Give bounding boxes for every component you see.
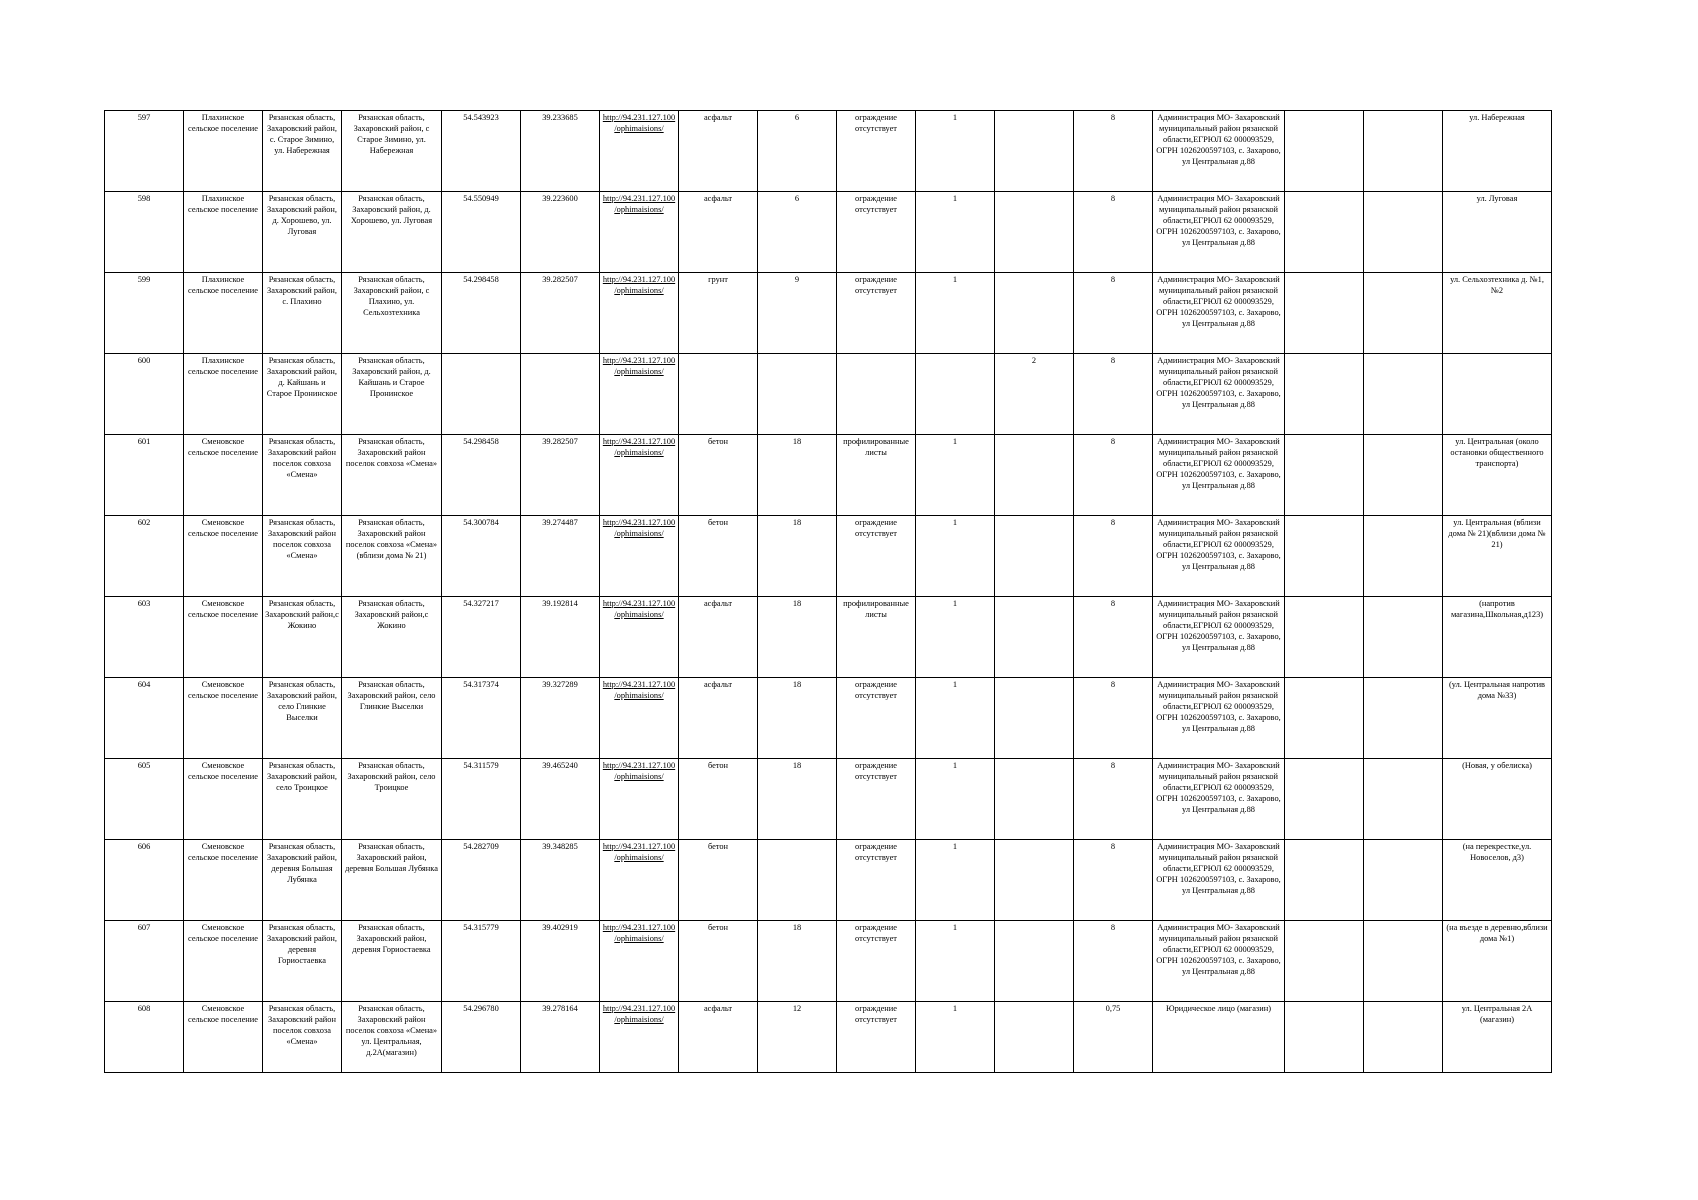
empty-cell-a [1285, 192, 1364, 273]
served-objects-cell: ул. Центральная 2А (магазин) [1443, 1002, 1552, 1073]
address-full-cell: Рязанская область, Захаровский район, деревня Большая Лубянка [342, 840, 442, 921]
container-count-cell: 1 [916, 273, 995, 354]
container-count-cell: 1 [916, 678, 995, 759]
fence-cell: ограждение отсутствует [837, 192, 916, 273]
address-cell: Рязанская область, Захаровский район,с Жокино [263, 597, 342, 678]
area-cell: 18 [758, 516, 837, 597]
area-cell: 12 [758, 1002, 837, 1073]
planned-count-cell [995, 678, 1074, 759]
address-cell: Рязанская область, Захаровский район, д. Кайшань и Старое Пронинское [263, 354, 342, 435]
container-count-cell: 1 [916, 759, 995, 840]
surface-cell: асфальт [679, 111, 758, 192]
address-full-cell: Рязанская область, Захаровский район, с Старое Зимино, ул. Набережная [342, 111, 442, 192]
site-link[interactable]: http://94.231.127.100/ophimaisions/ [600, 192, 679, 273]
empty-cell-b [1364, 759, 1443, 840]
row-number: 607 [105, 921, 184, 1002]
area-cell [758, 354, 837, 435]
empty-cell-b [1364, 921, 1443, 1002]
settlement-cell: Сменовское сельское поселение [184, 435, 263, 516]
area-cell: 9 [758, 273, 837, 354]
empty-cell-a [1285, 516, 1364, 597]
owner-cell: Администрация МО- Захаровский муниципальный район рязанской области,ЕГРЮЛ 62 000093529, ОГРН 1026200597103, с. Захарово, ул Центральная д.88 [1153, 759, 1285, 840]
owner-cell: Администрация МО- Захаровский муниципальный район рязанской области,ЕГРЮЛ 62 000093529, ОГРН 1026200597103, с. Захарово, ул Центральная д.88 [1153, 435, 1285, 516]
owner-cell: Администрация МО- Захаровский муниципальный район рязанской области,ЕГРЮЛ 62 000093529, ОГРН 1026200597103, с. Захарово, ул Центральная д.88 [1153, 921, 1285, 1002]
settlement-cell: Плахинское сельское поселение [184, 111, 263, 192]
empty-cell-b [1364, 678, 1443, 759]
longitude-cell: 39.402919 [521, 921, 600, 1002]
settlement-cell: Сменовское сельское поселение [184, 678, 263, 759]
planned-count-cell [995, 111, 1074, 192]
area-cell: 6 [758, 111, 837, 192]
fence-cell: ограждение отсутствует [837, 678, 916, 759]
surface-cell: бетон [679, 759, 758, 840]
table-row [105, 1002, 1552, 1073]
latitude-cell: 54.327217 [442, 597, 521, 678]
empty-cell-a [1285, 597, 1364, 678]
planned-count-cell [995, 273, 1074, 354]
surface-cell: грунт [679, 273, 758, 354]
volume-cell: 8 [1074, 678, 1153, 759]
row-number: 608 [105, 1002, 184, 1073]
address-cell: Рязанская область, Захаровский район поселок совхоза «Смена» [263, 516, 342, 597]
volume-cell: 8 [1074, 111, 1153, 192]
fence-cell: ограждение отсутствует [837, 111, 916, 192]
site-link[interactable]: http://94.231.127.100/ophimaisions/ [600, 840, 679, 921]
address-full-cell: Рязанская область, Захаровский район, д. Хорошево, ул. Луговая [342, 192, 442, 273]
empty-cell-a [1285, 678, 1364, 759]
area-cell: 6 [758, 192, 837, 273]
settlement-cell: Сменовское сельское поселение [184, 516, 263, 597]
fence-cell: профилированные листы [837, 597, 916, 678]
latitude-cell: 54.296780 [442, 1002, 521, 1073]
fence-cell: ограждение отсутствует [837, 759, 916, 840]
longitude-cell: 39.465240 [521, 759, 600, 840]
surface-cell [679, 354, 758, 435]
empty-cell-b [1364, 597, 1443, 678]
empty-cell-b [1364, 1002, 1443, 1073]
surface-cell: бетон [679, 435, 758, 516]
table-row [105, 273, 1552, 354]
volume-cell: 8 [1074, 516, 1153, 597]
volume-cell: 8 [1074, 921, 1153, 1002]
volume-cell: 8 [1074, 759, 1153, 840]
latitude-cell [442, 354, 521, 435]
area-cell: 18 [758, 678, 837, 759]
longitude-cell: 39.274487 [521, 516, 600, 597]
owner-cell: Администрация МО- Захаровский муниципальный район рязанской области,ЕГРЮЛ 62 000093529, ОГРН 1026200597103, с. Захарово, ул Центральная д.88 [1153, 840, 1285, 921]
settlement-cell: Сменовское сельское поселение [184, 921, 263, 1002]
address-full-cell: Рязанская область, Захаровский район, село Троицкое [342, 759, 442, 840]
empty-cell-b [1364, 840, 1443, 921]
empty-cell-a [1285, 921, 1364, 1002]
owner-cell: Администрация МО- Захаровский муниципальный район рязанской области,ЕГРЮЛ 62 000093529, ОГРН 1026200597103, с. Захарово, ул Центральная д.88 [1153, 597, 1285, 678]
empty-cell-a [1285, 354, 1364, 435]
owner-cell: Администрация МО- Захаровский муниципальный район рязанской области,ЕГРЮЛ 62 000093529, ОГРН 1026200597103, с. Захарово, ул Центральная д.88 [1153, 111, 1285, 192]
area-cell: 18 [758, 597, 837, 678]
settlement-cell: Сменовское сельское поселение [184, 840, 263, 921]
longitude-cell: 39.278164 [521, 1002, 600, 1073]
served-objects-cell: ул. Набережная [1443, 111, 1552, 192]
fence-cell [837, 354, 916, 435]
address-full-cell: Рязанская область, Захаровский район, д. Кайшань и Старое Пронинское [342, 354, 442, 435]
area-cell [758, 840, 837, 921]
empty-cell-b [1364, 273, 1443, 354]
row-number: 600 [105, 354, 184, 435]
address-cell: Рязанская область, Захаровский район, деревня Гориостаевка [263, 921, 342, 1002]
fence-cell: ограждение отсутствует [837, 273, 916, 354]
row-number: 603 [105, 597, 184, 678]
latitude-cell: 54.298458 [442, 273, 521, 354]
row-number: 604 [105, 678, 184, 759]
settlement-cell: Плахинское сельское поселение [184, 273, 263, 354]
volume-cell: 8 [1074, 354, 1153, 435]
address-cell: Рязанская область, Захаровский район, деревня Большая Лубянка [263, 840, 342, 921]
longitude-cell: 39.282507 [521, 273, 600, 354]
table-body [105, 111, 1552, 1073]
planned-count-cell [995, 840, 1074, 921]
address-cell: Рязанская область, Захаровский район, село Глинкие Выселки [263, 678, 342, 759]
table-row [105, 759, 1552, 840]
row-number: 597 [105, 111, 184, 192]
address-cell: Рязанская область, Захаровский район поселок совхоза «Смена» [263, 435, 342, 516]
fence-cell: ограждение отсутствует [837, 921, 916, 1002]
empty-cell-b [1364, 435, 1443, 516]
settlement-cell: Плахинское сельское поселение [184, 192, 263, 273]
surface-cell: асфальт [679, 597, 758, 678]
table-row [105, 435, 1552, 516]
volume-cell: 8 [1074, 435, 1153, 516]
served-objects-cell [1443, 354, 1552, 435]
address-full-cell: Рязанская область, Захаровский район поселок совхоза «Смена» (вблизи дома № 21) [342, 516, 442, 597]
site-link[interactable]: http://94.231.127.100/ophimaisions/ [600, 435, 679, 516]
latitude-cell: 54.300784 [442, 516, 521, 597]
container-count-cell: 1 [916, 921, 995, 1002]
site-link[interactable]: http://94.231.127.100/ophimaisions/ [600, 1002, 679, 1073]
site-link[interactable]: http://94.231.127.100/ophimaisions/ [600, 354, 679, 435]
served-objects-cell: (ул. Центральная напротив дома №33) [1443, 678, 1552, 759]
settlement-cell: Сменовское сельское поселение [184, 597, 263, 678]
served-objects-cell: ул. Сельхозтехника д. №1, №2 [1443, 273, 1552, 354]
owner-cell: Администрация МО- Захаровский муниципальный район рязанской области,ЕГРЮЛ 62 000093529, ОГРН 1026200597103, с. Захарово, ул Центральная д.88 [1153, 192, 1285, 273]
empty-cell-b [1364, 111, 1443, 192]
site-link[interactable]: http://94.231.127.100/ophimaisions/ [600, 678, 679, 759]
row-number: 602 [105, 516, 184, 597]
owner-cell: Администрация МО- Захаровский муниципальный район рязанской области,ЕГРЮЛ 62 000093529, ОГРН 1026200597103, с. Захарово, ул Центральная д.88 [1153, 354, 1285, 435]
container-count-cell: 1 [916, 192, 995, 273]
empty-cell-b [1364, 516, 1443, 597]
site-link[interactable]: http://94.231.127.100/ophimaisions/ [600, 597, 679, 678]
address-cell: Рязанская область, Захаровский район, с. Плахино [263, 273, 342, 354]
longitude-cell: 39.327289 [521, 678, 600, 759]
surface-cell: асфальт [679, 1002, 758, 1073]
address-cell: Рязанская область, Захаровский район поселок совхоза «Смена» [263, 1002, 342, 1073]
address-cell: Рязанская область, Захаровский район, с. Старое Зимино, ул. Набережная [263, 111, 342, 192]
empty-cell-b [1364, 192, 1443, 273]
fence-cell: профилированные листы [837, 435, 916, 516]
container-count-cell: 1 [916, 516, 995, 597]
empty-cell-a [1285, 759, 1364, 840]
longitude-cell [521, 354, 600, 435]
address-full-cell: Рязанская область, Захаровский район поселок совхоза «Смена» [342, 435, 442, 516]
surface-cell: бетон [679, 516, 758, 597]
served-objects-cell: ул. Центральная (вблизи дома № 21)(вблизи дома № 21) [1443, 516, 1552, 597]
row-number: 598 [105, 192, 184, 273]
empty-cell-a [1285, 435, 1364, 516]
site-link[interactable]: http://94.231.127.100/ophimaisions/ [600, 273, 679, 354]
address-full-cell: Рязанская область, Захаровский район, село Глинкие Выселки [342, 678, 442, 759]
latitude-cell: 54.282709 [442, 840, 521, 921]
longitude-cell: 39.192814 [521, 597, 600, 678]
served-objects-cell: (на въезде в деревню,вблизи дома №1) [1443, 921, 1552, 1002]
settlement-cell: Сменовское сельское поселение [184, 1002, 263, 1073]
site-link[interactable]: http://94.231.127.100/ophimaisions/ [600, 759, 679, 840]
owner-cell: Администрация МО- Захаровский муниципальный район рязанской области,ЕГРЮЛ 62 000093529, ОГРН 1026200597103, с. Захарово, ул Центральная д.88 [1153, 678, 1285, 759]
planned-count-cell [995, 921, 1074, 1002]
planned-count-cell [995, 435, 1074, 516]
empty-cell-a [1285, 111, 1364, 192]
latitude-cell: 54.298458 [442, 435, 521, 516]
volume-cell: 0,75 [1074, 1002, 1153, 1073]
table-row [105, 921, 1552, 1002]
fence-cell: ограждение отсутствует [837, 840, 916, 921]
container-count-cell: 1 [916, 597, 995, 678]
container-count-cell: 1 [916, 840, 995, 921]
waste-sites-table [104, 110, 1552, 1073]
table-row [105, 111, 1552, 192]
surface-cell: асфальт [679, 678, 758, 759]
site-link[interactable]: http://94.231.127.100/ophimaisions/ [600, 516, 679, 597]
row-number: 601 [105, 435, 184, 516]
volume-cell: 8 [1074, 597, 1153, 678]
planned-count-cell [995, 759, 1074, 840]
longitude-cell: 39.223600 [521, 192, 600, 273]
served-objects-cell: (на перекрестке,ул. Новоселов, д3) [1443, 840, 1552, 921]
served-objects-cell: ул. Луговая [1443, 192, 1552, 273]
address-cell: Рязанская область, Захаровский район, д. Хорошево, ул. Луговая [263, 192, 342, 273]
container-count-cell [916, 354, 995, 435]
latitude-cell: 54.543923 [442, 111, 521, 192]
served-objects-cell: (напротив магазина,Школьная,д123) [1443, 597, 1552, 678]
owner-cell: Администрация МО- Захаровский муниципальный район рязанской области,ЕГРЮЛ 62 000093529, ОГРН 1026200597103, с. Захарово, ул Центральная д.88 [1153, 516, 1285, 597]
planned-count-cell [995, 1002, 1074, 1073]
row-number: 605 [105, 759, 184, 840]
latitude-cell: 54.317374 [442, 678, 521, 759]
table-row [105, 678, 1552, 759]
container-count-cell: 1 [916, 111, 995, 192]
container-count-cell: 1 [916, 435, 995, 516]
address-full-cell: Рязанская область, Захаровский район, деревня Гориостаевка [342, 921, 442, 1002]
planned-count-cell [995, 597, 1074, 678]
empty-cell-a [1285, 840, 1364, 921]
row-number: 599 [105, 273, 184, 354]
address-full-cell: Рязанская область, Захаровский район,с Жокино [342, 597, 442, 678]
owner-cell: Юридическое лицо (магазин) [1153, 1002, 1285, 1073]
table-row [105, 840, 1552, 921]
table-row [105, 192, 1552, 273]
table-row [105, 516, 1552, 597]
volume-cell: 8 [1074, 192, 1153, 273]
surface-cell: бетон [679, 840, 758, 921]
surface-cell: бетон [679, 921, 758, 1002]
area-cell: 18 [758, 921, 837, 1002]
volume-cell: 8 [1074, 273, 1153, 354]
site-link[interactable]: http://94.231.127.100/ophimaisions/ [600, 111, 679, 192]
row-number: 606 [105, 840, 184, 921]
served-objects-cell: ул. Центральная (около остановки общественного транспорта) [1443, 435, 1552, 516]
longitude-cell: 39.348285 [521, 840, 600, 921]
address-full-cell: Рязанская область, Захаровский район, с Плахино, ул. Сельхозтехника [342, 273, 442, 354]
latitude-cell: 54.550949 [442, 192, 521, 273]
planned-count-cell [995, 516, 1074, 597]
empty-cell-b [1364, 354, 1443, 435]
planned-count-cell: 2 [995, 354, 1074, 435]
latitude-cell: 54.311579 [442, 759, 521, 840]
surface-cell: асфальт [679, 192, 758, 273]
table-row [105, 597, 1552, 678]
fence-cell: ограждение отсутствует [837, 1002, 916, 1073]
fence-cell: ограждение отсутствует [837, 516, 916, 597]
area-cell: 18 [758, 435, 837, 516]
address-cell: Рязанская область, Захаровский район, село Троицкое [263, 759, 342, 840]
empty-cell-a [1285, 273, 1364, 354]
table-row [105, 354, 1552, 435]
owner-cell: Администрация МО- Захаровский муниципальный район рязанской области,ЕГРЮЛ 62 000093529, ОГРН 1026200597103, с. Захарово, ул Центральная д.88 [1153, 273, 1285, 354]
address-full-cell: Рязанская область, Захаровский район поселок совхоза «Смена» ул. Центральная, д.2А(магазин) [342, 1002, 442, 1073]
settlement-cell: Сменовское сельское поселение [184, 759, 263, 840]
site-link[interactable]: http://94.231.127.100/ophimaisions/ [600, 921, 679, 1002]
longitude-cell: 39.233685 [521, 111, 600, 192]
planned-count-cell [995, 192, 1074, 273]
area-cell: 18 [758, 759, 837, 840]
latitude-cell: 54.315779 [442, 921, 521, 1002]
empty-cell-a [1285, 1002, 1364, 1073]
volume-cell: 8 [1074, 840, 1153, 921]
served-objects-cell: (Новая, у обелиска) [1443, 759, 1552, 840]
longitude-cell: 39.282507 [521, 435, 600, 516]
settlement-cell: Плахинское сельское поселение [184, 354, 263, 435]
container-count-cell: 1 [916, 1002, 995, 1073]
